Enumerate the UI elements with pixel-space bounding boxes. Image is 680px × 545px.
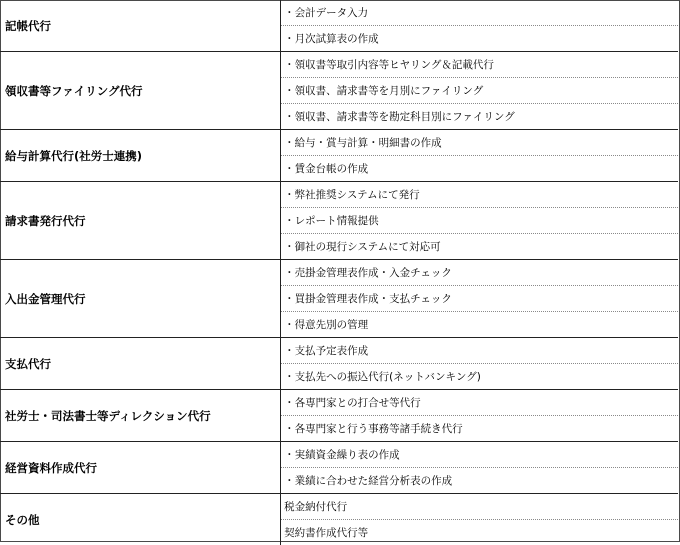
service-item: ・レポート情報提供 <box>281 208 678 234</box>
service-category: 給与計算代行(社労士連携) <box>0 130 281 182</box>
table-row <box>0 260 678 286</box>
service-item: ・各専門家と行う事務等諸手続き代行 <box>281 416 678 442</box>
service-item: ・会計データ入力 <box>281 0 678 26</box>
table-row <box>0 442 678 468</box>
service-item: ・領収書、請求書等を勘定科目別にファイリング <box>281 104 678 130</box>
service-item: ・御社の現行システムにて対応可 <box>281 234 678 260</box>
service-item: ・売掛金管理表作成・入金チェック <box>281 260 678 286</box>
table-row <box>0 390 678 416</box>
service-category: 経営資料作成代行 <box>0 442 281 494</box>
service-item: ・給与・賞与計算・明細書の作成 <box>281 130 678 156</box>
service-item: 契約書作成代行等 <box>281 520 678 545</box>
service-item: ・業績に合わせた経営分析表の作成 <box>281 468 678 494</box>
table-row <box>0 494 678 520</box>
service-item: ・賃金台帳の作成 <box>281 156 678 182</box>
service-category: 請求書発行代行 <box>0 182 281 260</box>
service-category: 入出金管理代行 <box>0 260 281 338</box>
service-category: 社労士・司法書士等ディレクション代行 <box>0 390 281 442</box>
service-item: ・弊社推奨システムにて発行 <box>281 182 678 208</box>
service-item: ・月次試算表の作成 <box>281 26 678 52</box>
table-row <box>0 52 678 78</box>
table-row <box>0 338 678 364</box>
service-item: ・各専門家との打合せ等代行 <box>281 390 678 416</box>
service-category: 領収書等ファイリング代行 <box>0 52 281 130</box>
service-category: 支払代行 <box>0 338 281 390</box>
service-category: 記帳代行 <box>0 0 281 52</box>
table-row <box>0 0 678 26</box>
table-row <box>0 130 678 156</box>
service-category: その他 <box>0 494 281 545</box>
service-item: 税金納付代行 <box>281 494 678 520</box>
service-item: ・買掛金管理表作成・支払チェック <box>281 286 678 312</box>
service-item: ・領収書、請求書等を月別にファイリング <box>281 78 678 104</box>
service-item: ・支払予定表作成 <box>281 338 678 364</box>
service-item: ・領収書等取引内容等ヒヤリング＆記載代行 <box>281 52 678 78</box>
table-row <box>0 182 678 208</box>
service-item: ・支払先への振込代行(ネットバンキング) <box>281 364 678 390</box>
service-item: ・得意先別の管理 <box>281 312 678 338</box>
service-item: ・実績資金繰り表の作成 <box>281 442 678 468</box>
